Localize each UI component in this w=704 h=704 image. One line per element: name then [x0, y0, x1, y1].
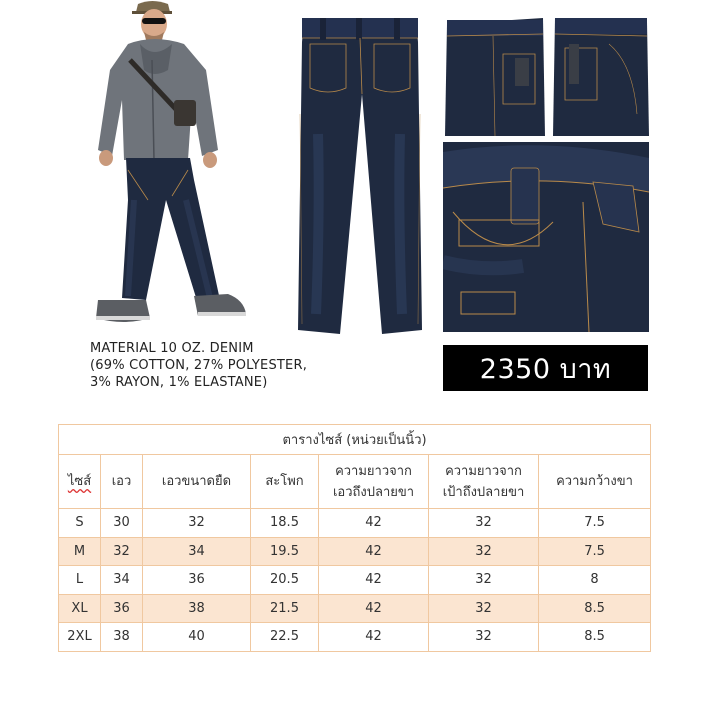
cell-length-crotch: 32: [429, 537, 539, 566]
table-caption: ตารางไซส์ (หน่วยเป็นนิ้ว): [59, 425, 651, 455]
cell-hip: 20.5: [251, 566, 319, 595]
cell-leg-width: 7.5: [539, 509, 651, 538]
cell-leg-width: 8.5: [539, 623, 651, 652]
cell-length-crotch: 32: [429, 566, 539, 595]
header-length-waist: ความยาวจาก เอวถึงปลายขา: [319, 455, 429, 509]
cell-length-crotch: 32: [429, 623, 539, 652]
cell-length-waist: 42: [319, 537, 429, 566]
table-row: [59, 594, 651, 623]
header-stretch-waist: เอวขนาดยืด: [143, 455, 251, 509]
cell-length-waist: 42: [319, 509, 429, 538]
jeans-back-pocket-photo: [553, 14, 649, 136]
cell-length-crotch: 32: [429, 594, 539, 623]
cell-waist: 30: [101, 509, 143, 538]
table-row: [59, 509, 651, 538]
cell-size: 2XL: [59, 623, 101, 652]
header-size: ไซส์: [59, 455, 101, 509]
cell-stretch-waist: 36: [143, 566, 251, 595]
cell-leg-width: 8: [539, 566, 651, 595]
table-row: [59, 623, 651, 652]
cell-stretch-waist: 38: [143, 594, 251, 623]
header-leg-width: ความกว้างขา: [539, 455, 651, 509]
table-body: [59, 509, 651, 652]
size-table: [58, 424, 651, 652]
cell-waist: 34: [101, 566, 143, 595]
price-badge: [443, 345, 648, 391]
cell-size: S: [59, 509, 101, 538]
header-length-crotch: ความยาวจาก เป้าถึงปลายขา: [429, 455, 539, 509]
jeans-front-view-photo: [290, 14, 430, 336]
cell-waist: 38: [101, 623, 143, 652]
jeans-side-pocket-photo: [443, 14, 547, 136]
material-line-1: MATERIAL 10 OZ. DENIM: [90, 341, 254, 356]
model-wearing-jeans-photo: [88, 0, 256, 330]
cell-size: XL: [59, 594, 101, 623]
cell-waist: 36: [101, 594, 143, 623]
cell-stretch-waist: 32: [143, 509, 251, 538]
table-caption-row: [59, 425, 651, 455]
cell-waist: 32: [101, 537, 143, 566]
cell-length-waist: 42: [319, 594, 429, 623]
cell-hip: 19.5: [251, 537, 319, 566]
cell-leg-width: 7.5: [539, 537, 651, 566]
cell-hip: 21.5: [251, 594, 319, 623]
material-line-3: 3% RAYON, 1% ELASTANE): [90, 375, 268, 390]
cell-hip: 18.5: [251, 509, 319, 538]
cell-size: M: [59, 537, 101, 566]
jeans-waistband-closeup-photo: [443, 142, 649, 332]
cell-leg-width: 8.5: [539, 594, 651, 623]
table-header-row: [59, 455, 651, 509]
price-text: 2350 บาท: [479, 353, 612, 385]
cell-length-waist: 42: [319, 566, 429, 595]
cell-hip: 22.5: [251, 623, 319, 652]
header-hip: สะโพก: [251, 455, 319, 509]
header-waist: เอว: [101, 455, 143, 509]
cell-stretch-waist: 34: [143, 537, 251, 566]
material-line-2: (69% COTTON, 27% POLYESTER,: [90, 358, 308, 373]
material-description: [90, 340, 430, 391]
cell-size: L: [59, 566, 101, 595]
cell-stretch-waist: 40: [143, 623, 251, 652]
cell-length-waist: 42: [319, 623, 429, 652]
table-row: [59, 566, 651, 595]
table-row: [59, 537, 651, 566]
size-chart: [58, 424, 650, 702]
cell-length-crotch: 32: [429, 509, 539, 538]
